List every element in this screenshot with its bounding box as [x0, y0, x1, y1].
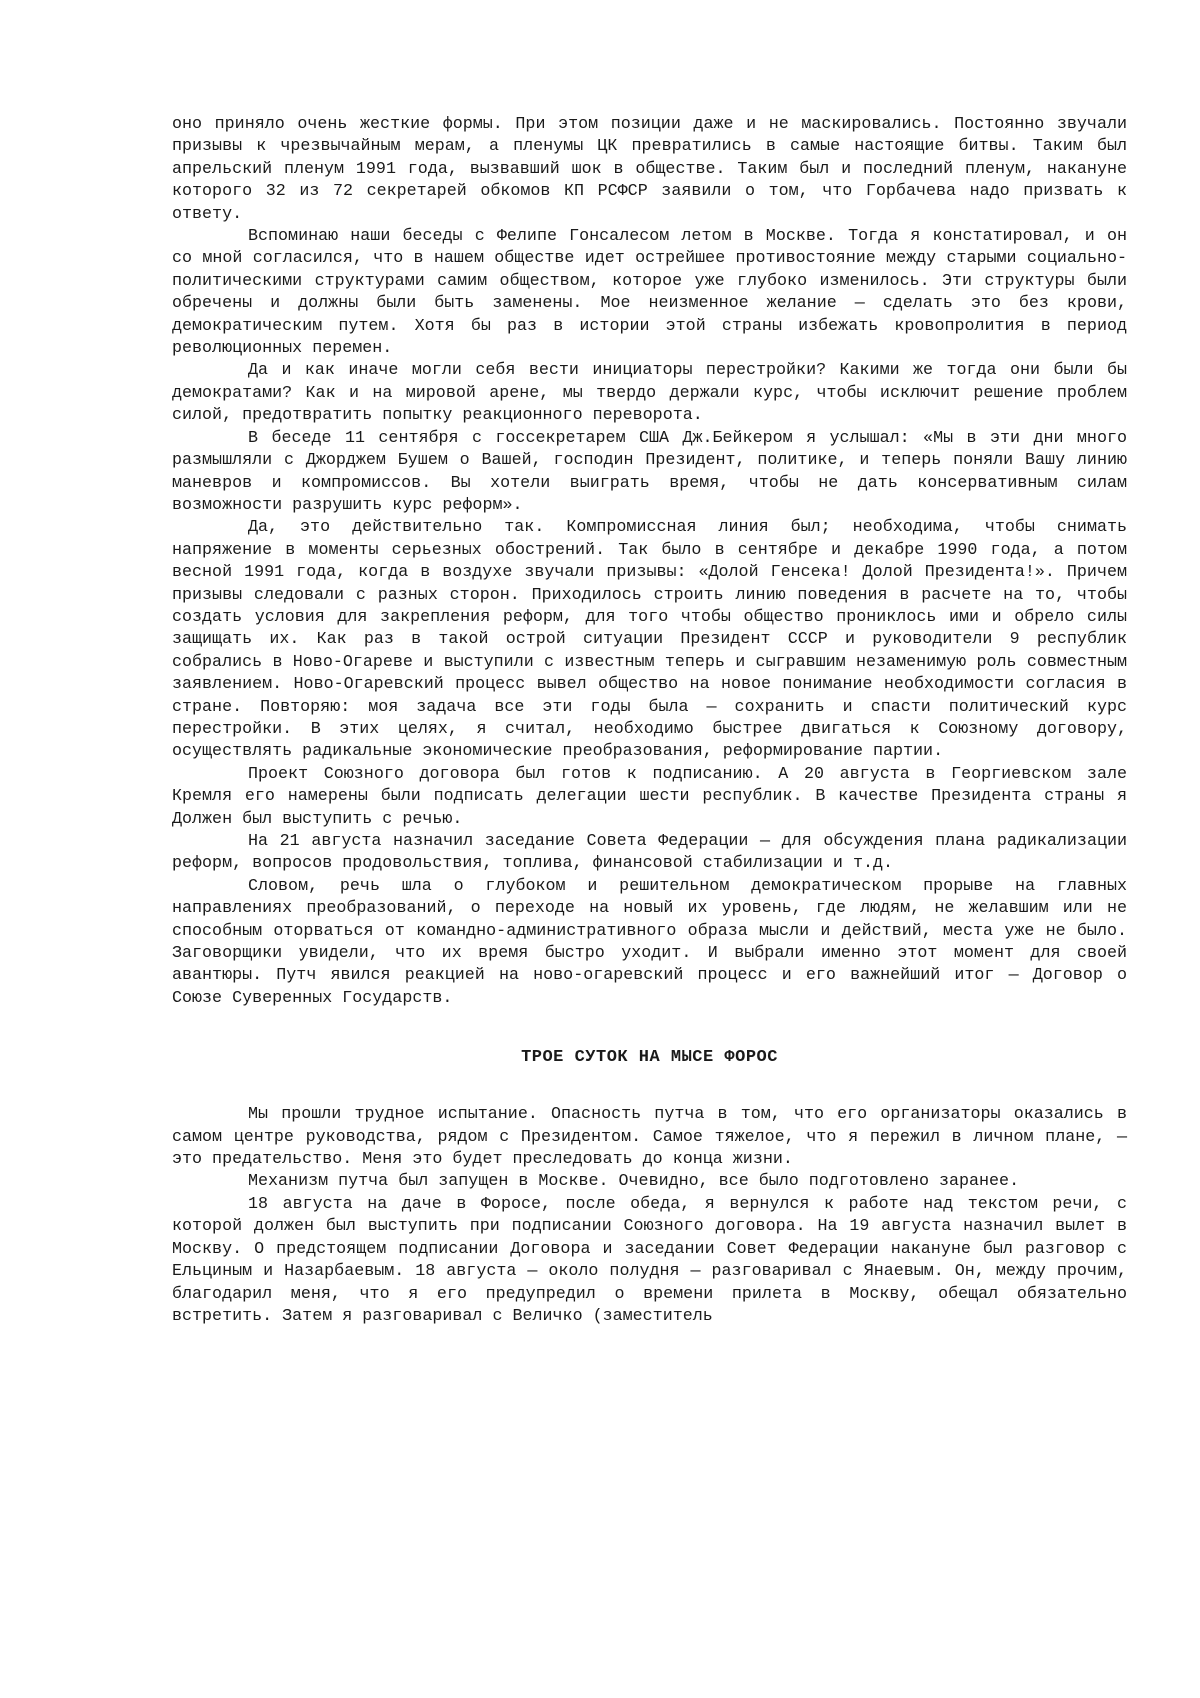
paragraph: Проект Союзного договора был готов к подписанию. А 20 августа в Георгиевском зале Кремля его намерены были подписать делегации шести республик. В качестве Президента страны я Должен был выступить с речью. [172, 764, 1127, 829]
paragraph: На 21 августа назначил заседание Совета Федерации — для обсуждения плана радикализации реформ, вопросов продовольствия, топлива, финансовой стабилизации и т.д. [172, 832, 1127, 874]
paragraph: Да и как иначе могли себя вести инициаторы перестройки? Какими же тогда они были бы демократами? Как и на мировой арене, мы твердо держали курс, чтобы исключит решение проблем силой, предотвратить попытку реакционного переворота. [172, 361, 1127, 426]
paragraph: Словом, речь шла о глубоком и решительном демократическом прорыве на главных направлениях преобразований, о переходе на новый их уровень, где людям, не желавшим или не способным оторваться от командно-административного образа мысли и действий, места уже не было. Заговорщики увидели, что их время быстро уходит. И выбрали именно этот момент для своей авантюры. Путч явился реакцией на ново-огаревский процесс и его важнейший итог — Договор о Союзе Суверенных Государств. [172, 876, 1127, 1008]
document-page [172, 114, 1127, 1328]
paragraph: оно приняло очень жесткие формы. При этом позиции даже и не маскировались. Постоянно звучали призывы к чрезвычайным мерам, а пленумы ЦК превратились в самые настоящие битвы. Таким был апрельский пленум 1991 года, вызвавший шок в обществе. Таким был и последний пленум, накануне которого 32 из 72 секретарей обкомов КП РСФСР заявили о том, что Горбачева надо призвать к ответу. [172, 115, 1127, 224]
paragraph: Вспоминаю наши беседы с Фелипе Гонсалесом летом в Москве. Тогда я констатировал, и он со мной согласился, что в нашем обществе идет острейшее противостояние между старыми социально-политическими структурами самим обществом, которое уже глубоко изменилось. Эти структуры были обречены и должны были быть заменены. Мое неизменное желание — сделать это без крови, демократическим путем. Хотя бы раз в истории этой страны избежать кровопролития в период революционных перемен. [172, 227, 1127, 359]
paragraph: Механизм путча был запущен в Москве. Очевидно, все было подготовлено заранее. [248, 1172, 1020, 1192]
paragraph: 18 августа на даче в Форосе, после обеда, я вернулся к работе над текстом речи, с которой должен был выступить при подписании Союзного договора. На 19 августа назначил вылет в Москву. О предстоящем подписании Договора и заседании Совет Федерации накануне был разговор с Ельциным и Назарбаевым. 18 августа — около полудня — разговаривал с Янаевым. Он, между прочим, благодарил меня, что я его предупредил о времени прилета в Москву, обещал обязательно встретить. Затем я разговаривал с Величко (заместитель [172, 1194, 1127, 1326]
paragraph: Да, это действительно так. Компромиссная линия был; необходима, чтобы снимать напряжение в моменты серьезных обострений. Так было в сентябре и декабре 1990 года, а потом весной 1991 года, когда в воздухе звучали призывы: «Долой Генсека! Долой Президента!». Причем призывы следовали с разных сторон. Приходилось строить линию поведения в расчете на то, чтобы создать условия для закрепления реформ, для того чтобы общество прониклось ими и обрело силы защищать их. Как раз в такой острой ситуации Президент СССР и руководители 9 республик собрались в Ново-Огареве и выступили с известным теперь и сыгравшим незаменимую роль совместным заявлением. Ново-Огаревский процесс вывел общество на новое понимание необходимости согласия в стране. Повторяю: моя задача все эти годы была — сохранить и спасти политический курс перестройки. В этих целях, я считал, необходимо быстрее двигаться к Союзному договору, осуществлять радикальные экономические преобразования, реформирование партии. [172, 518, 1127, 762]
paragraph: Мы прошли трудное испытание. Опасность путча в том, что его организаторы оказались в самом центре руководства, рядом с Президентом. Самое тяжелое, что я пережил в личном плане, — это предательство. Меня это будет преследовать до конца жизни. [172, 1105, 1127, 1170]
paragraph: В беседе 11 сентября с госсекретарем США Дж.Бейкером я услышал: «Мы в эти дни много размышляли с Джорджем Бушем о Вашей, господин Президент, политике, и теперь поняли Вашу линию маневров и компромиссов. Вы хотели выиграть время, чтобы не дать консервативным силам возможности разрушить курс реформ». [172, 428, 1127, 515]
section-heading: ТРОЕ СУТОК НА МЫСЕ ФОРОС [521, 1048, 778, 1068]
